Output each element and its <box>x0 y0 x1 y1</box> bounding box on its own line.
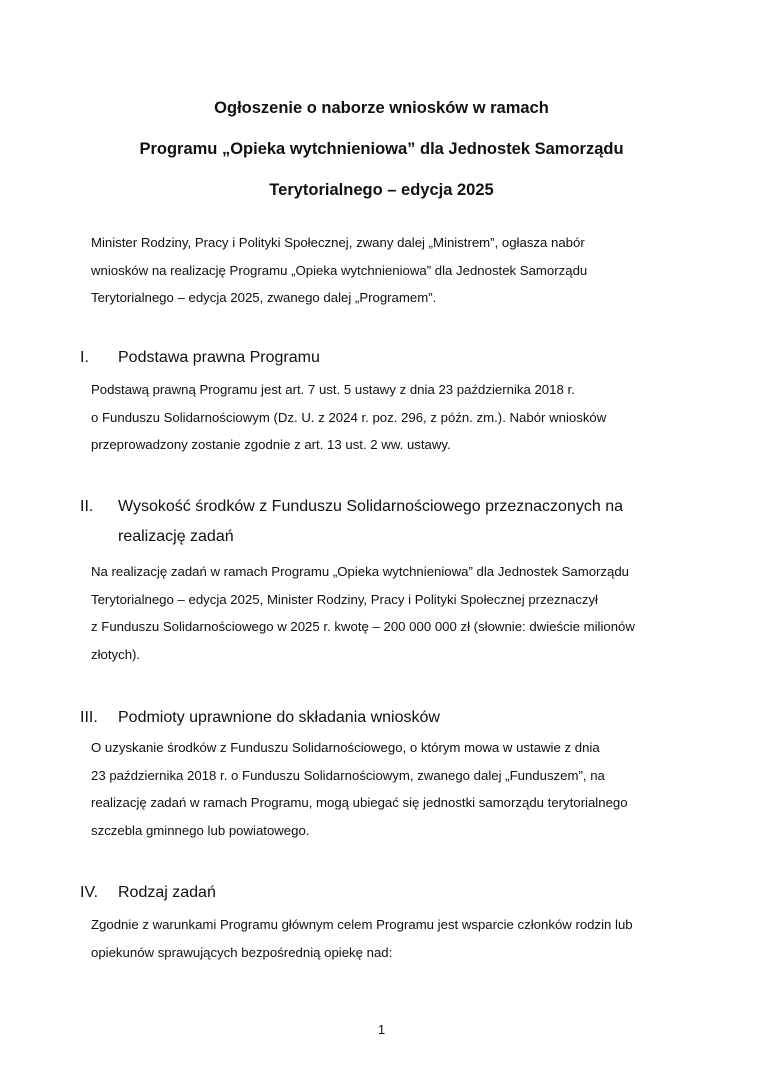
section-title <box>118 878 216 908</box>
section-body-2 <box>91 558 691 668</box>
text-line: Podstawą prawną Programu jest art. 7 ust. 5 ustawy z dnia 23 października 2018 r. <box>91 382 575 397</box>
section-title-line: Podmioty uprawnione do składania wniosków <box>118 709 440 726</box>
section-body-1 <box>91 376 691 459</box>
title-line-3: Terytorialnego – edycja 2025 <box>269 181 494 199</box>
section-title-line: Wysokość środków z Funduszu Solidarnościowego przeznaczonych na <box>118 498 623 515</box>
text-line: Terytorialnego – edycja 2025, Minister Rodziny, Pracy i Polityki Społecznej przeznaczył <box>91 591 598 607</box>
text-line: 23 października 2018 r. o Funduszu Solidarnościowym, zwanego dalej „Funduszem”, na <box>91 767 605 783</box>
intro-paragraph <box>91 229 691 312</box>
section-title-line: Rodzaj zadań <box>118 884 216 901</box>
section-number: III. <box>80 709 98 726</box>
section-number: II. <box>80 498 94 515</box>
text-line: szczebla gminnego lub powiatowego. <box>91 822 310 838</box>
text-line: realizację zadań w ramach Programu, mogą ubiegać się jednostki samorządu terytorialnego <box>91 795 628 810</box>
section-number: I. <box>80 349 89 366</box>
section-body-3 <box>91 734 691 844</box>
section-title-line: realizację zadań <box>118 528 234 545</box>
section-title <box>118 703 440 733</box>
section-number: IV. <box>80 884 99 901</box>
text-line: wniosków na realizację Programu „Opieka wytchnieniowa” dla Jednostek Samorządu <box>91 262 588 278</box>
text-line: z Funduszu Solidarnościowego w 2025 r. kwotę – 200 000 000 zł (słownie: dwieście milionów <box>91 619 635 634</box>
text-line: O uzyskanie środków z Funduszu Solidarnościowego, o którym mowa w ustawie z dnia <box>91 740 600 755</box>
text-line: Terytorialnego – edycja 2025, zwanego dalej „Programem”. <box>91 290 437 305</box>
text-line: Na realizację zadań w ramach Programu „Opieka wytchnieniowa” dla Jednostek Samorządu <box>91 564 630 579</box>
title-line-1: Ogłoszenie o naborze wniosków w ramach <box>214 99 549 117</box>
text-line: opiekunów sprawujących bezpośrednią opiekę nad: <box>91 944 393 960</box>
text-line: Zgodnie z warunkami Programu głównym celem Programu jest wsparcie członków rodzin lub <box>91 917 633 932</box>
text-line: Minister Rodziny, Pracy i Polityki Społecznej, zwany dalej „Ministrem”, ogłasza nabór <box>91 235 585 250</box>
section-title <box>118 343 320 373</box>
title-line-2: Programu „Opieka wytchnieniowa” dla Jednostek Samorządu <box>139 140 624 158</box>
section-title <box>118 492 623 552</box>
text-line: o Funduszu Solidarnościowym (Dz. U. z 2024 r. poz. 296, z późn. zm.). Nabór wniosków <box>91 409 607 425</box>
page-number: 1 <box>377 1022 386 1037</box>
text-line: złotych). <box>91 646 141 662</box>
document-title <box>60 88 703 211</box>
section-title-line: Podstawa prawna Programu <box>118 349 320 366</box>
section-body-4 <box>91 911 691 966</box>
text-line: przeprowadzony zostanie zgodnie z art. 13 ust. 2 ww. ustawy. <box>91 437 451 452</box>
